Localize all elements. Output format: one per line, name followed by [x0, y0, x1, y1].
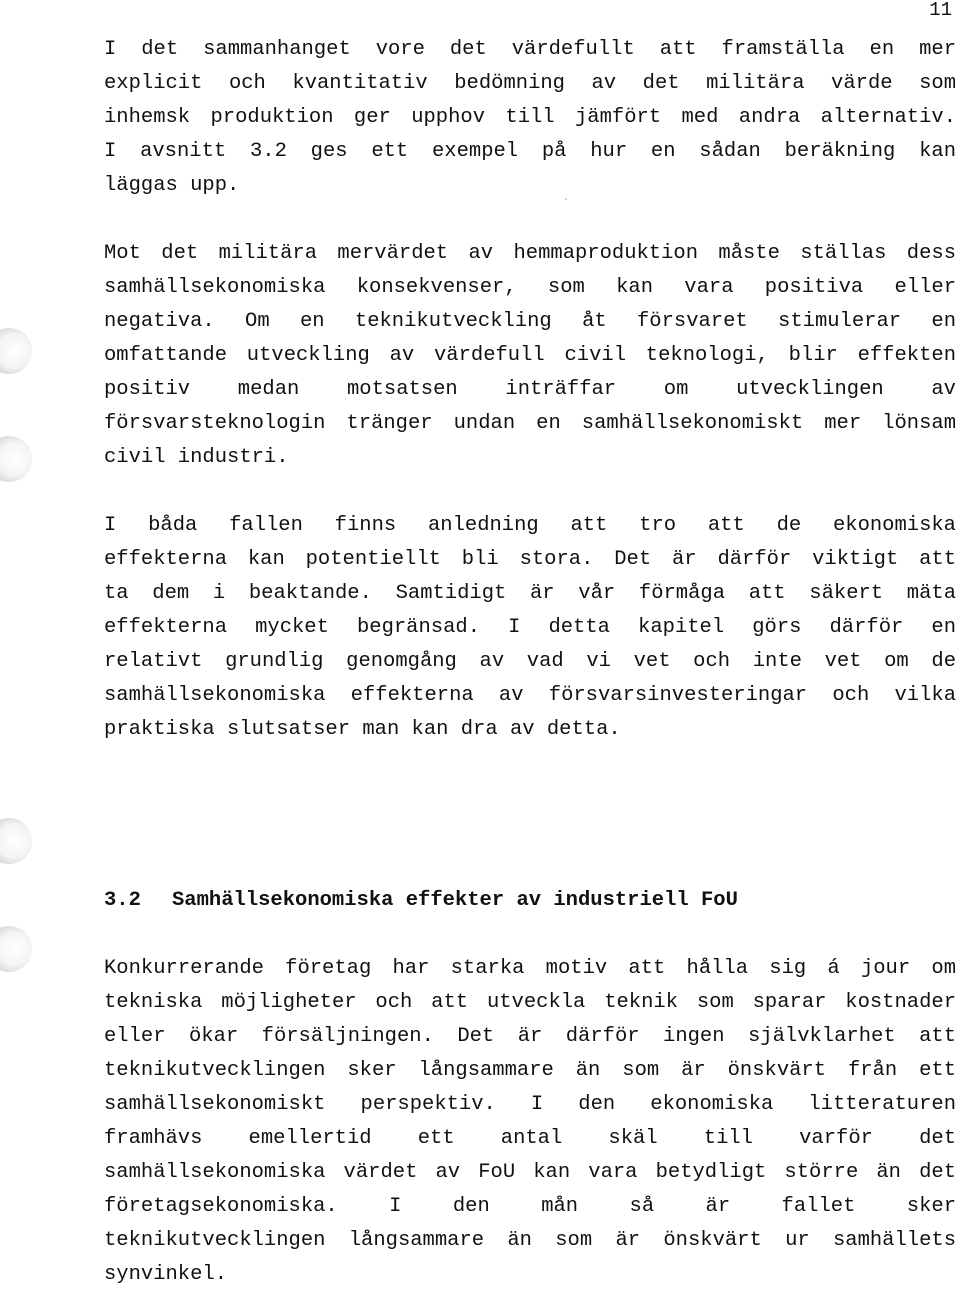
text-line: eller ökar försäljningen. Det är därför ingen självklarhet att	[104, 1025, 956, 1048]
text-line: Mot det militära mervärdet av hemmaproduktion måste ställas dess	[104, 242, 956, 265]
text-line: I det sammanhanget vore det värdefullt att framställa en mer	[104, 38, 956, 61]
paragraph-2	[104, 237, 956, 475]
text-line: samhällsekonomiskt perspektiv. I den ekonomiska litteraturen	[104, 1093, 956, 1116]
punch-hole-4	[0, 926, 32, 972]
punch-hole-2	[0, 436, 32, 482]
paragraph-1	[104, 33, 956, 203]
text-line: företagsekonomiska. I den mån så är fallet sker	[104, 1195, 956, 1218]
text-line: teknikutvecklingen sker långsammare än som är önskvärt från ett	[104, 1059, 956, 1082]
text-line: framhävs emellertid ett antal skäl till varför det	[104, 1127, 956, 1150]
paragraph-4	[104, 952, 956, 1292]
text-line: relativt grundlig genomgång av vad vi vet och inte vet om de	[104, 650, 956, 673]
text-line: explicit och kvantitativ bedömning av det militära värde som	[104, 72, 956, 95]
text-line: teknikutvecklingen långsammare än som är önskvärt ur samhällets	[104, 1229, 956, 1252]
text-line: effekterna mycket begränsad. I detta kapitel görs därför en	[104, 616, 956, 639]
text-line: positiv medan motsatsen inträffar om utvecklingen av	[104, 378, 956, 401]
text-line: I avsnitt 3.2 ges ett exempel på hur en sådan beräkning kan	[104, 140, 956, 163]
section-number: 3.2	[104, 889, 141, 912]
page-number: 11	[929, 0, 952, 21]
text-line: tekniska möjligheter och att utveckla teknik som sparar kostnader	[104, 991, 956, 1014]
punch-hole-1	[0, 328, 32, 374]
text-line: läggas upp.	[104, 174, 240, 197]
text-line: Konkurrerande företag har starka motiv att hålla sig á jour om	[104, 957, 956, 980]
text-line: samhällsekonomiska effekterna av försvarsinvesteringar och vilka	[104, 684, 956, 707]
text-line: försvarsteknologin tränger undan en samhällsekonomiskt mer lönsam	[104, 412, 956, 435]
text-line: omfattande utveckling av värdefull civil teknologi, blir effekten	[104, 344, 956, 367]
text-line: synvinkel.	[104, 1263, 228, 1286]
text-line: I båda fallen finns anledning att tro att de ekonomiska	[104, 514, 956, 537]
text-line: civil industri.	[104, 446, 289, 469]
text-line: samhällsekonomiska värdet av FoU kan vara betydligt större än det	[104, 1161, 956, 1184]
paragraph-3	[104, 509, 956, 747]
text-line: negativa. Om en teknikutveckling åt försvaret stimulerar en	[104, 310, 956, 333]
punch-hole-3	[0, 818, 32, 864]
text-line: samhällsekonomiska konsekvenser, som kan vara positiva eller	[104, 276, 956, 299]
text-line: inhemsk produktion ger upphov till jämfört med andra alternativ.	[104, 106, 956, 129]
section-title: Samhällsekonomiska effekter av industriell FoU	[172, 889, 738, 912]
section-heading	[104, 884, 738, 918]
text-line: ta dem i beaktande. Samtidigt är vår förmåga att säkert mäta	[104, 582, 956, 605]
text-line: praktiska slutsatser man kan dra av detta.	[104, 718, 621, 741]
text-line: effekterna kan potentiellt bli stora. Det är därför viktigt att	[104, 548, 956, 571]
